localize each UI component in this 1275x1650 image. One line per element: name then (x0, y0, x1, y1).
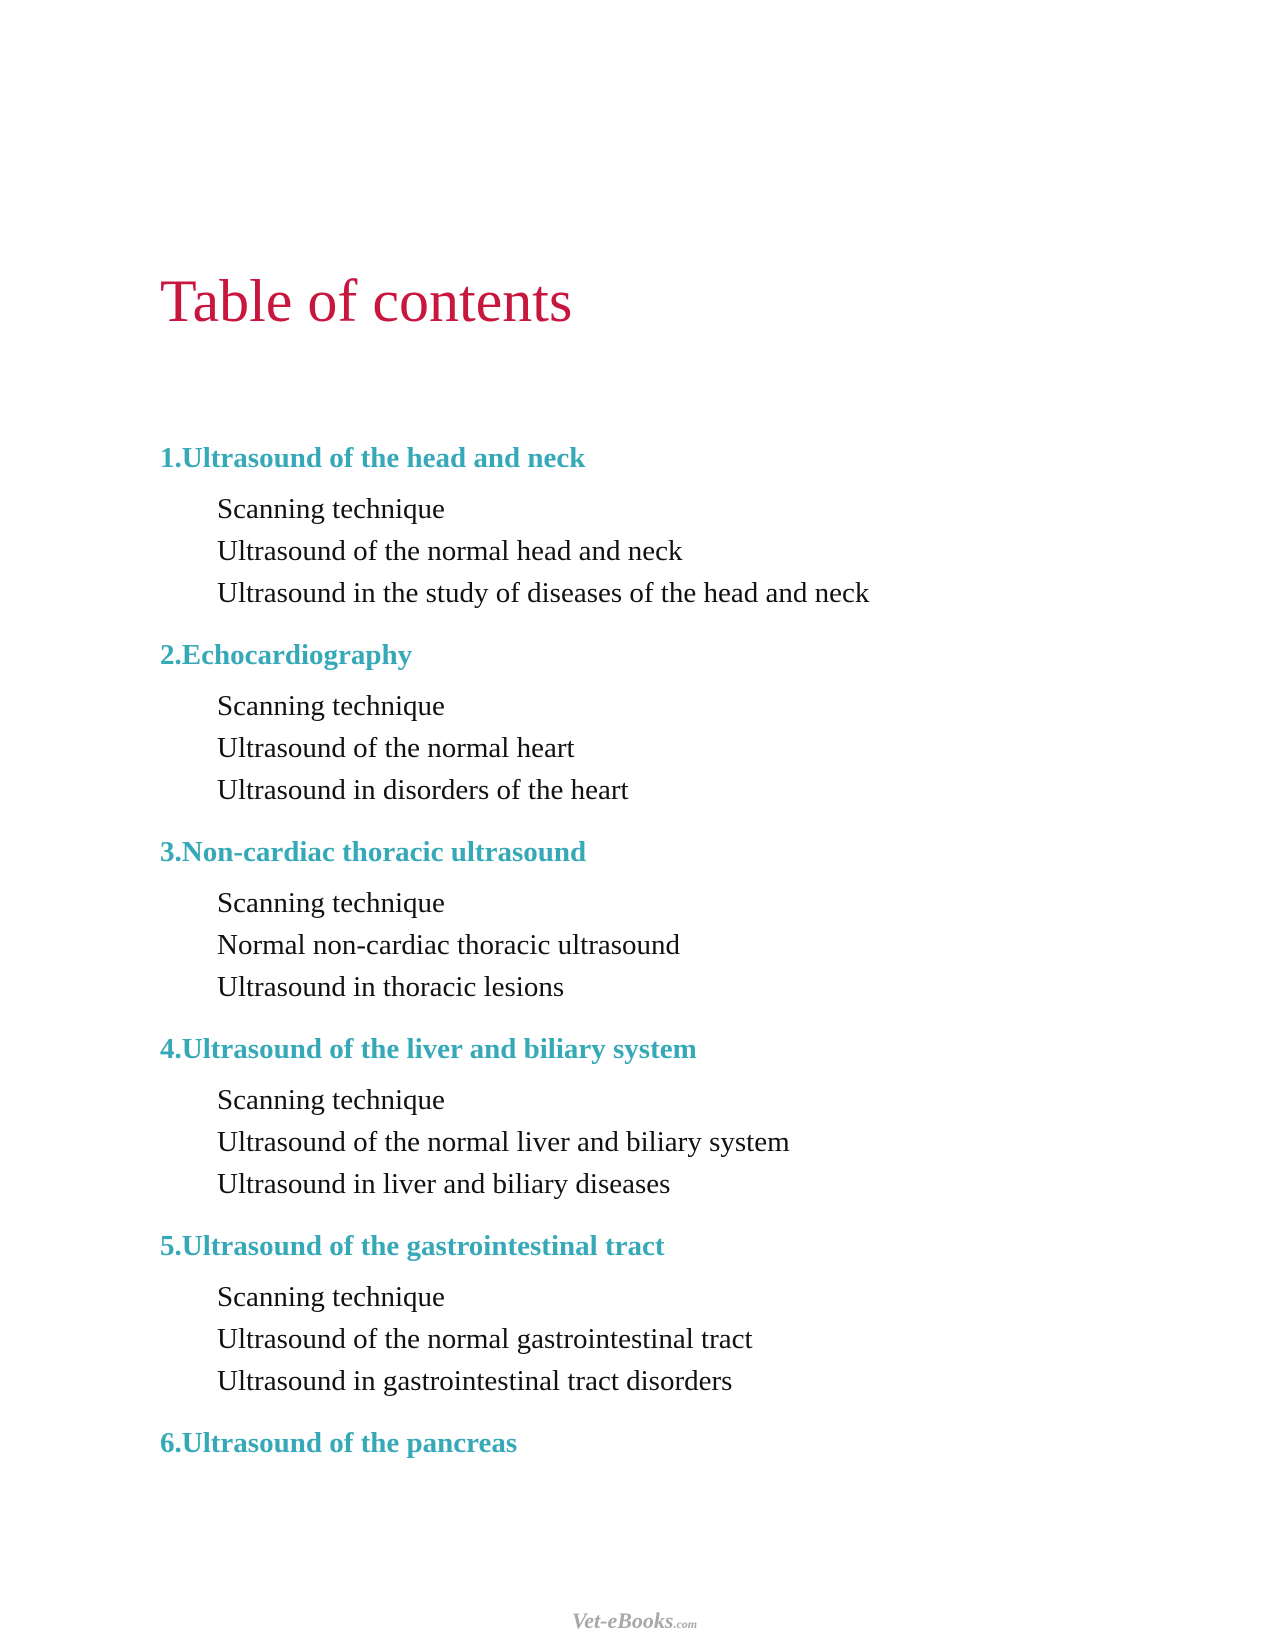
section-item[interactable]: Ultrasound of the normal gastrointestinal tract (217, 1323, 753, 1355)
section-list (160, 1276, 1160, 1402)
section-item[interactable]: Ultrasound in thoracic lesions (217, 971, 565, 1003)
section-item[interactable]: Scanning technique (217, 690, 445, 722)
section-item[interactable]: Ultrasound of the normal heart (217, 732, 575, 764)
chapter-4 (160, 1032, 1160, 1205)
section-list (160, 1079, 1160, 1205)
section-item[interactable]: Ultrasound in gastrointestinal tract disorders (217, 1365, 733, 1397)
section-item[interactable]: Scanning technique (217, 887, 445, 919)
table-of-contents (160, 441, 1160, 1484)
chapter-1 (160, 441, 1160, 614)
chapter-title[interactable]: 3.Non-cardiac thoracic ultrasound (160, 836, 587, 868)
watermark-logo (572, 1608, 697, 1634)
chapter-title[interactable]: 1.Ultrasound of the head and neck (160, 442, 586, 474)
section-item[interactable]: Normal non-cardiac thoracic ultrasound (217, 929, 681, 961)
section-item[interactable]: Ultrasound of the normal liver and biliary system (217, 1126, 790, 1158)
section-item[interactable]: Ultrasound of the normal head and neck (217, 535, 683, 567)
section-item[interactable]: Ultrasound in liver and biliary diseases (217, 1168, 671, 1200)
section-item[interactable]: Ultrasound in the study of diseases of the head and neck (217, 577, 870, 609)
chapter-6 (160, 1426, 1160, 1460)
chapter-title[interactable]: 2.Echocardiography (160, 639, 413, 671)
chapter-title[interactable]: 4.Ultrasound of the liver and biliary system (160, 1033, 697, 1065)
chapter-5 (160, 1229, 1160, 1402)
watermark-text: Vet-eBooks (572, 1608, 674, 1633)
chapter-title[interactable]: 5.Ultrasound of the gastrointestinal tract (160, 1230, 665, 1262)
section-item[interactable]: Scanning technique (217, 493, 445, 525)
section-list (160, 685, 1160, 811)
section-item[interactable]: Scanning technique (217, 1084, 445, 1116)
chapter-2 (160, 638, 1160, 811)
section-item[interactable]: Scanning technique (217, 1281, 445, 1313)
section-item[interactable]: Ultrasound in disorders of the heart (217, 774, 629, 806)
page-title: Table of contents (160, 268, 573, 334)
chapter-title[interactable]: 6.Ultrasound of the pancreas (160, 1427, 518, 1459)
section-list (160, 488, 1160, 614)
chapter-3 (160, 835, 1160, 1008)
watermark-domain: .com (673, 1617, 698, 1631)
section-list (160, 882, 1160, 1008)
